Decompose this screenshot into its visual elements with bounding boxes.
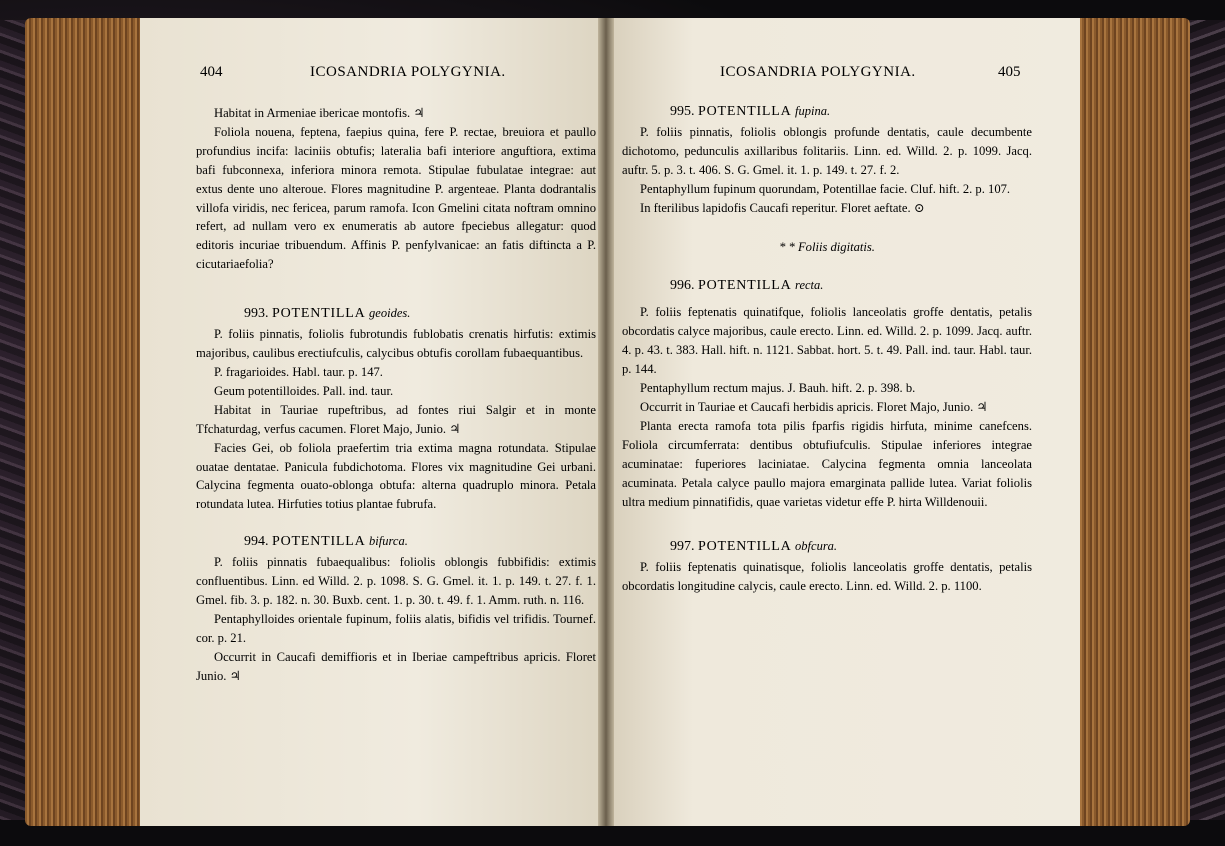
paragraph: Occurrit in Tauriae et Caucafi herbidis apricis. Floret Majo, Junio. ♃ <box>640 399 988 414</box>
right-text-column <box>622 100 1032 596</box>
paragraph: Habitat in Tauriae rupeftribus, ad fontes riui Salgir et in monte Tfchaturdag, verfus cacumen. Floret Majo, Junio. ♃ <box>196 402 596 436</box>
species-heading-995: 995. POTENTILLA fupina. <box>670 104 831 119</box>
right-page-number: 405 <box>998 64 1021 80</box>
paragraph: P. foliis pinnatis, foliolis oblongis profunde dentatis, caule decumbente dichotomo, pedunculis axillaribus folitariis. Linn. ed. Willd. 2. p. 1099. Jacq. auftr. 5. p. 3. t. 406. S. G. Gmel. it. 1. p. 149. t. 27. f. 2. <box>622 125 1032 177</box>
paragraph: Facies Gei, ob foliola praefertim tria extima magna rotundata. Stipulae ouatae dentatae. Panicula fubdichotoma. Flores vix magnitudine Gei urbani. Calycina fegmenta ouato-oblonga obtufa: alterna quadruplo minora. Petala rotundata lutea. Hirfuties totius plantae fubrufa. <box>196 440 596 512</box>
paragraph: Pentaphylloides orientale fupinum, foliis alatis, bifidis vel trifidis. Tournef. cor. p. 21. <box>196 611 596 645</box>
left-text-column <box>196 104 596 686</box>
paragraph: In fterilibus lapidofis Caucafi reperitur. Floret aeftate. ⊙ <box>640 200 925 215</box>
paragraph: Pentaphyllum fupinum quorundam, Potentillae facie. Cluf. hift. 2. p. 107. <box>640 181 1011 196</box>
left-page-number: 404 <box>200 64 223 80</box>
paragraph: P. fragarioides. Habl. taur. p. 147. <box>214 364 383 379</box>
species-heading-993: 993. POTENTILLA geoides. <box>244 306 411 322</box>
paragraph: Habitat in Armeniae ibericae montofis. ♃ <box>214 106 425 120</box>
left-running-header: ICOSANDRIA POLYGYNIA. <box>310 64 506 80</box>
book-gutter <box>598 18 614 826</box>
page-edges-left <box>25 18 145 826</box>
species-heading-994: 994. POTENTILLA bifurca. <box>244 534 408 550</box>
paragraph: Occurrit in Caucafi demiffioris et in Iberiae campeftribus apricis. Floret Junio. ♃ <box>196 649 596 683</box>
paragraph: P. foliis pinnatis fubaequalibus: foliolis oblongis fubbifidis: extimis confluentibus. Linn. ed Willd. 2. p. 1098. S. G. Gmel. it. 1. p. 149. t. 27. f. 1. Gmel. fib. 3. p. 182. n. 30. Buxb. cent. 1. p. 30. t. 49. f. 1. Amm. ruth. n. 116. <box>196 555 596 608</box>
paragraph: Foliola nouena, feptena, faepius quina, fere P. rectae, breuiora et paullo profundius incifa: laciniis obtufis; lateralia bafi interiore anguftiora, extima bafi fubconnexa, inferiora minora remota. Stipulae fubulatae integrae: aut extus dente uno alteroue. Flores magnitudine P. argenteae. Planta dodrantalis villofa viridis, nec fericea, parum ramofa. Icon Gmelini citata noftram omnino refert, ad nullam vero ex enumeratis ab autore fpeciebus allegatur: quod editoris incuriae tribuendum. Affinis P. penfylvanicae: an fatis diftincta a P. cicutariaefolia? <box>196 124 596 272</box>
paragraph: Geum potentilloides. Pall. ind. taur. <box>214 383 394 398</box>
right-running-header: ICOSANDRIA POLYGYNIA. <box>720 64 916 80</box>
species-heading-997: 997. POTENTILLA obfcura. <box>670 539 838 555</box>
paragraph: Planta erecta ramofa tota pilis fparfis rigidis hirfuta, minime canefcens. Foliola circumferrata: dentibus obtufiufculis. Stipulae inferiores integrae acuminatae: fuperiores laciniatae. Calycina fegmenta omnia lanceolata acuminata. Petala calyce paullo majora emarginata pallide lutea. Variat foliolis ultra medium pinnatifidis, quae varietas videtur effe P. hirta Willdenouii. <box>622 418 1032 509</box>
paragraph: P. foliis feptenatis quinatisque, foliolis lanceolatis groffe dentatis, petalis obcordatis longitudine calycis, caule erecto. Linn. ed. Willd. 2. p. 1100. <box>622 560 1032 594</box>
paragraph: P. foliis feptenatis quinatifque, foliolis lanceolatis groffe dentatis, petalis obcordatis calyce majoribus, caule erecto. Linn. ed. Willd. 2. p. 1099. Jacq. auftr. 4. p. 43. t. 383. Hall. hift. n. 1121. Sabbat. hort. 5. t. 49. Pall. ind. taur. Habl. taur. p. 144. <box>622 305 1032 377</box>
paragraph: Pentaphyllum rectum majus. J. Bauh. hift. 2. p. 398. b. <box>640 381 916 396</box>
page-edges-right <box>1078 18 1190 826</box>
species-heading-996: 996. POTENTILLA recta. <box>670 278 824 294</box>
subheading-foliis-digitatis: * * Foliis digitatis. <box>779 239 875 254</box>
paragraph: P. foliis pinnatis, foliolis fubrotundis fublobatis crenatis hirfutis: extimis majoribus, caulibus erectiufculis, calycibus obtufis corollam fubaequantibus. <box>196 327 596 361</box>
